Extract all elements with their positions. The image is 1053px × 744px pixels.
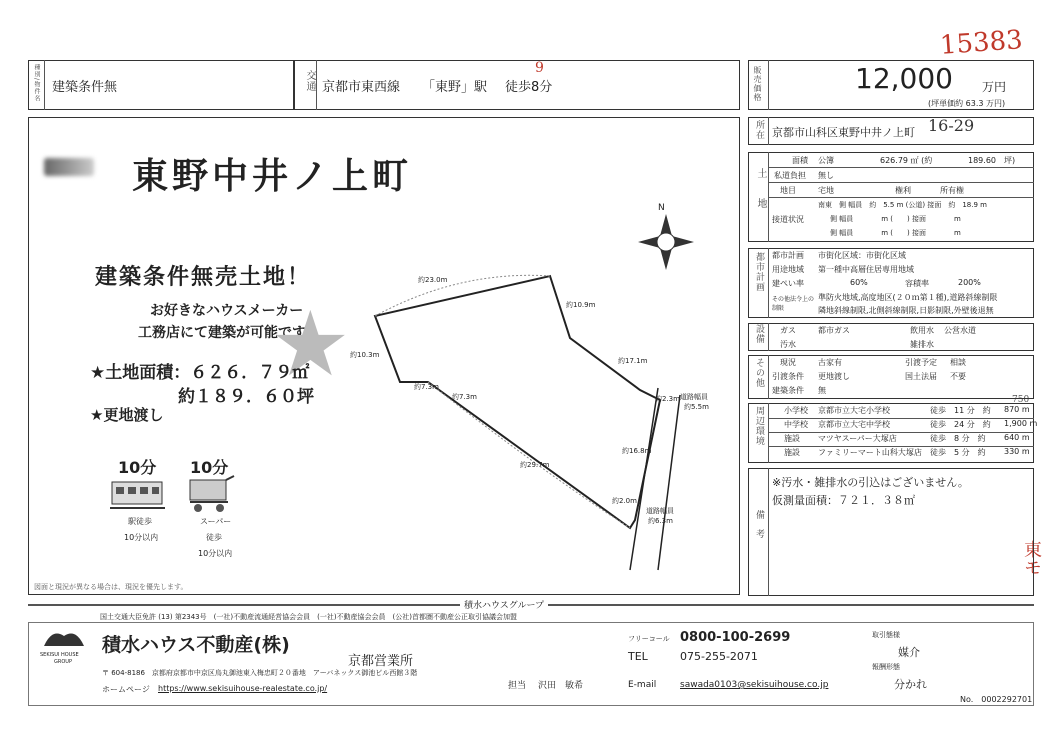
freecall-number: 0800-100-2699 [680, 630, 791, 645]
road-label: 接道状況 [772, 215, 804, 224]
handwritten-address-suffix: 16-29 [928, 116, 975, 135]
handover-value: 相談 [950, 358, 966, 367]
limit-2: 隣地斜線制限,北側斜線制限,日影制限,外壁後退無 [818, 306, 994, 315]
tanto-name: 沢田 敏希 [538, 681, 584, 691]
handwritten-school-correction: 750 [1012, 395, 1030, 405]
env-type: 施設 [784, 434, 800, 443]
price-vlabel: 販売価格 [753, 66, 762, 102]
area-label: 面積 [792, 156, 808, 165]
build-label: 建築条件 [772, 386, 804, 395]
train-icon [110, 478, 165, 510]
road-2: 側 幅員 m ( ) 接面 m [830, 215, 961, 223]
condition-value: 更地渡し [818, 372, 850, 381]
map-label: 約17.1m [618, 357, 648, 365]
gas-label: ガス [780, 326, 796, 335]
compass-icon [636, 212, 696, 272]
handwritten-number: 15383 [939, 25, 1024, 61]
sewer-label: 汚水 [780, 340, 796, 349]
sekisui-logo-icon [40, 628, 88, 648]
remark-1: ※汚水・雑排水の引込はございません。 [772, 476, 969, 489]
fee-label: 報酬形態 [872, 663, 900, 671]
email-link[interactable]: sawada0103@sekisuihouse.co.jp [680, 680, 829, 690]
map-label: 約10.3m [350, 351, 380, 359]
type-vlabel: 種別/物件名 [33, 64, 40, 103]
plan-value: 市街化区域：市街化区域 [818, 251, 906, 260]
home-label: ホームページ [102, 685, 150, 694]
branch-name: 京都営業所 [348, 654, 414, 669]
super-caption-3: 10分以内 [198, 549, 233, 558]
sub-copy-2: 工務店にて建築が可能です！ [138, 325, 320, 341]
map-label: 約2.3m [655, 395, 680, 403]
limit-1: 準防火地域,高度地区(２０ｍ第１種),道路斜線制限 [818, 293, 998, 302]
status-value: 古家有 [818, 358, 842, 367]
env-name: マツヤスーパー大塚店 [818, 434, 897, 443]
chimoku-value: 宅地 [818, 186, 834, 195]
env-dist: 330 m [1004, 447, 1030, 456]
tel-label: TEL [628, 650, 648, 663]
price-unit: 万円 [982, 80, 1007, 94]
company-address: 〒 604-8186 京都府京都市中京区烏丸御池東入梅忠町２０番地 アーバネックス御池ビル西館３階 [102, 669, 418, 677]
bcr-value: 60% [850, 278, 868, 287]
station-caption-2: 10分以内 [124, 533, 159, 542]
private-road-value: 無し [818, 171, 834, 180]
super-time: 10分 [190, 458, 229, 477]
zone-value: 第一種中高層住居専用地域 [818, 265, 914, 274]
nla-value: 不要 [950, 372, 966, 381]
plan-vlabel: 都市計画 [754, 252, 764, 292]
env-dist: 1,900 m [1004, 419, 1038, 428]
area-type: 公簿 [818, 156, 834, 165]
env-type: 小学校 [784, 406, 808, 415]
limit-label: その他法令上の制限 [772, 296, 815, 312]
star-decoration: ★ [270, 292, 351, 397]
sub-copy-1: お好きなハウスメーカー [150, 303, 304, 319]
road-3: 側 幅員 m ( ) 接面 m [830, 229, 961, 237]
logo-text-1: SEKISUI HOUSE [40, 652, 79, 658]
handwritten-walk-correction: 9 [535, 60, 544, 76]
handover-label: 引渡予定 [905, 358, 937, 367]
road-1: 南東 側 幅員 約 5.5 m (公道) 接面 約 18.9 m [818, 201, 987, 209]
env-type: 中学校 [784, 420, 808, 429]
map-label: 約23.0m [418, 276, 448, 284]
rights-label: 権利 [895, 186, 911, 195]
water-value: 公営水道 [944, 326, 976, 335]
far-value: 200% [958, 278, 981, 287]
private-road-label: 私道負担 [774, 171, 806, 180]
drain-label: 雑排水 [910, 340, 934, 349]
catch-copy: 建築条件無売土地！ [95, 265, 312, 290]
chimoku-label: 地目 [780, 186, 796, 195]
station-caption-1: 駅徒歩 [128, 517, 152, 526]
env-type: 施設 [784, 448, 800, 457]
access-vlabel: 交通 [304, 70, 315, 92]
blurred-mark [44, 158, 94, 176]
logo-text-2: GROUP [54, 659, 72, 665]
location-value: 京都市山科区東野中井ノ上町 [772, 126, 915, 139]
env-walk: 徒歩 8 分 約 [930, 434, 986, 443]
tel-number: 075-255-2071 [680, 650, 758, 663]
group-label: 積水ハウスグループ [460, 598, 548, 611]
location-vlabel: 所在 [754, 120, 764, 140]
env-vlabel: 周辺環境 [754, 406, 764, 446]
map-label: 約29.7m [520, 461, 550, 469]
env-name: ファミリーマート山科大塚店 [818, 448, 922, 457]
env-walk: 徒歩 24 分 約 [930, 420, 991, 429]
company-name: 積水ハウス不動産(株) [102, 634, 290, 656]
type-value: 建築条件無 [52, 80, 118, 95]
env-walk: 徒歩 5 分 約 [930, 448, 986, 457]
remarks-vlabel: 備考 [754, 510, 764, 548]
email-label: E-mail [628, 680, 657, 690]
env-name: 京都市立大宅小学校 [818, 406, 890, 415]
map-label: 約5.5m [684, 403, 709, 411]
access-walk: 徒歩8分 [505, 80, 553, 95]
document-number: No. 0002292701 [960, 695, 1033, 704]
fee-value: 分かれ [894, 678, 927, 691]
access-line: 京都市東西線 [322, 80, 401, 95]
handwritten-right-note: 東モ [1021, 540, 1042, 576]
price-value: 12,000 [855, 62, 953, 95]
build-value: 無 [818, 386, 826, 395]
map-label: 約16.8m [622, 447, 652, 455]
condition-label: 引渡条件 [772, 372, 804, 381]
far-label: 容積率 [905, 279, 929, 288]
super-caption-1: スーパー [200, 517, 232, 526]
remark-2: 仮測量面積：７２１．３８㎡ [772, 494, 915, 507]
gas-value: 都市ガス [818, 326, 850, 335]
compass-north: N [658, 203, 665, 213]
freecall-label: フリーコール [628, 635, 670, 643]
area-tsubo: 189.60 坪) [968, 156, 1016, 165]
nla-label: 国土法届 [905, 372, 937, 381]
zone-label: 用途地域 [772, 265, 804, 274]
map-label: 約6.3m [648, 517, 673, 525]
license-text: 国土交通大臣免許 (13) 第2343号 (一社)不動産流通経営協会会員 (一社)不動産協会会員 (公社)首都圏不動産公正取引協議会加盟 [100, 613, 518, 621]
site-map [340, 270, 710, 580]
status-label: 現況 [780, 358, 796, 367]
home-url-link[interactable]: https://www.sekisuihouse-realestate.co.jp/ [158, 684, 328, 693]
deal-value: 媒介 [898, 646, 920, 659]
env-dist: 870 m [1004, 405, 1030, 414]
bcr-label: 建ぺい率 [772, 279, 804, 288]
tanto-label: 担当 [508, 681, 527, 691]
env-dist: 640 m [1004, 433, 1030, 442]
map-label: 道路幅員 [680, 393, 708, 401]
rights-value: 所有権 [940, 186, 964, 195]
env-name: 京都市立大宅中学校 [818, 420, 890, 429]
footnote: 図面と現況が異なる場合は、現況を優先します。 [34, 583, 188, 591]
water-label: 飲用水 [910, 326, 934, 335]
super-caption-2: 徒歩 [206, 533, 222, 542]
map-label: 道路幅員 [646, 507, 674, 515]
access-station: 「東野」駅 [422, 80, 488, 95]
price-per-tsubo: (坪単価約 63.3 万円) [928, 99, 1006, 108]
map-label: 約7.3m [452, 393, 477, 401]
delivery-condition: ★更地渡し [90, 406, 164, 424]
property-title: 東野中井ノ上町 [132, 156, 413, 197]
shopping-cart-icon [186, 474, 236, 514]
plan-label: 都市計画 [772, 251, 804, 260]
land-area-tsubo: 約１８９．６０坪 [178, 387, 314, 407]
station-time: 10分 [118, 458, 157, 477]
other-vlabel: その他 [754, 358, 764, 388]
equip-vlabel: 設備 [754, 324, 764, 344]
map-label: 約10.9m [566, 301, 596, 309]
map-label: 約2.0m [612, 497, 637, 505]
land-vlabel: 土地 [755, 168, 766, 228]
land-area: ★土地面積：６２６．７９㎡ [90, 363, 310, 383]
deal-label: 取引態様 [872, 631, 900, 639]
area-value: 626.79 ㎡ (約 [880, 156, 933, 165]
env-walk: 徒歩 11 分 約 [930, 406, 991, 415]
map-label: 約7.3m [414, 383, 439, 391]
